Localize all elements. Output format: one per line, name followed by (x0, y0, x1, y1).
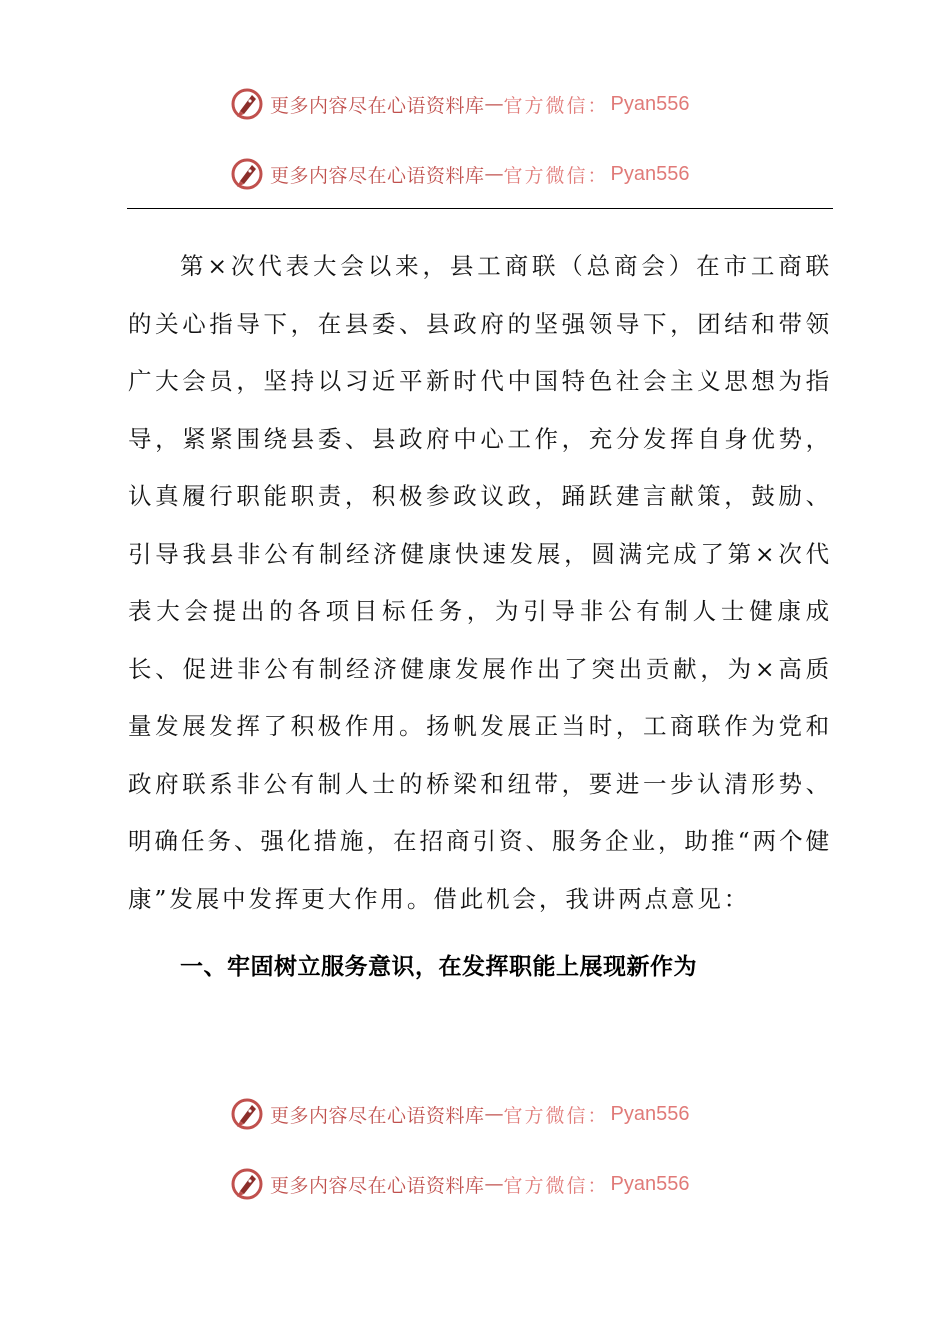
watermark-official: 官方微信： (503, 1174, 609, 1197)
watermark-dash: — (484, 93, 504, 115)
header-divider (127, 208, 833, 209)
watermark-id: Pyan556 (610, 92, 690, 115)
pen-nib-logo-icon (230, 1167, 264, 1201)
watermark-official: 官方微信： (503, 1104, 609, 1127)
watermark-text: 更多内容尽在心语资料库 (270, 1174, 485, 1197)
watermark-banner (230, 1096, 690, 1132)
section-heading: 一、牢固树立服务意识，在发挥职能上展现新作为 (180, 954, 697, 980)
watermark-dash: — (484, 1103, 504, 1125)
watermark-official: 官方微信： (503, 94, 609, 117)
watermark-id: Pyan556 (610, 162, 690, 185)
pen-nib-logo-icon (230, 1097, 264, 1131)
watermark-banner (230, 156, 690, 192)
pen-nib-logo-icon (230, 157, 264, 191)
watermark-text: 更多内容尽在心语资料库 (270, 94, 485, 117)
watermark-text: 更多内容尽在心语资料库 (270, 164, 485, 187)
watermark-id: Pyan556 (610, 1102, 690, 1125)
watermark-official: 官方微信： (503, 164, 609, 187)
body-paragraph: 第×次代表大会以来，县工商联（总商会）在市工商联的关心指导下，在县委、县政府的坚强领导下，团结和带领广大会员，坚持以习近平新时代中国特色社会主义思想为指导，紧紧围绕县委、县政府中心工作，充分发挥自身优势，认真履行职能职责，积极参政议政，踊跃建言献策，鼓励、引导我县非公有制经济健康快速发展，圆满完成了第×次代表大会提出的各项目标任务，为引导非公有制人士健康成长、促进非公有制经济健康发展作出了突出贡献，为×高质量发展发挥了积极作用。扬帆发展正当时，工商联作为党和政府联系非公有制人士的桥梁和纽带，要进一步认清形势、明确任务、强化措施，在招商引资、服务企业，助推“两个健康”发展中发挥更大作用。借此机会，我讲两点意见： (128, 252, 832, 913)
watermark-banner (230, 86, 690, 122)
pen-nib-logo-icon (230, 87, 264, 121)
watermark-id: Pyan556 (610, 1172, 690, 1195)
watermark-dash: — (484, 163, 504, 185)
watermark-banner (230, 1166, 690, 1202)
watermark-text: 更多内容尽在心语资料库 (270, 1104, 485, 1127)
watermark-dash: — (484, 1173, 504, 1195)
